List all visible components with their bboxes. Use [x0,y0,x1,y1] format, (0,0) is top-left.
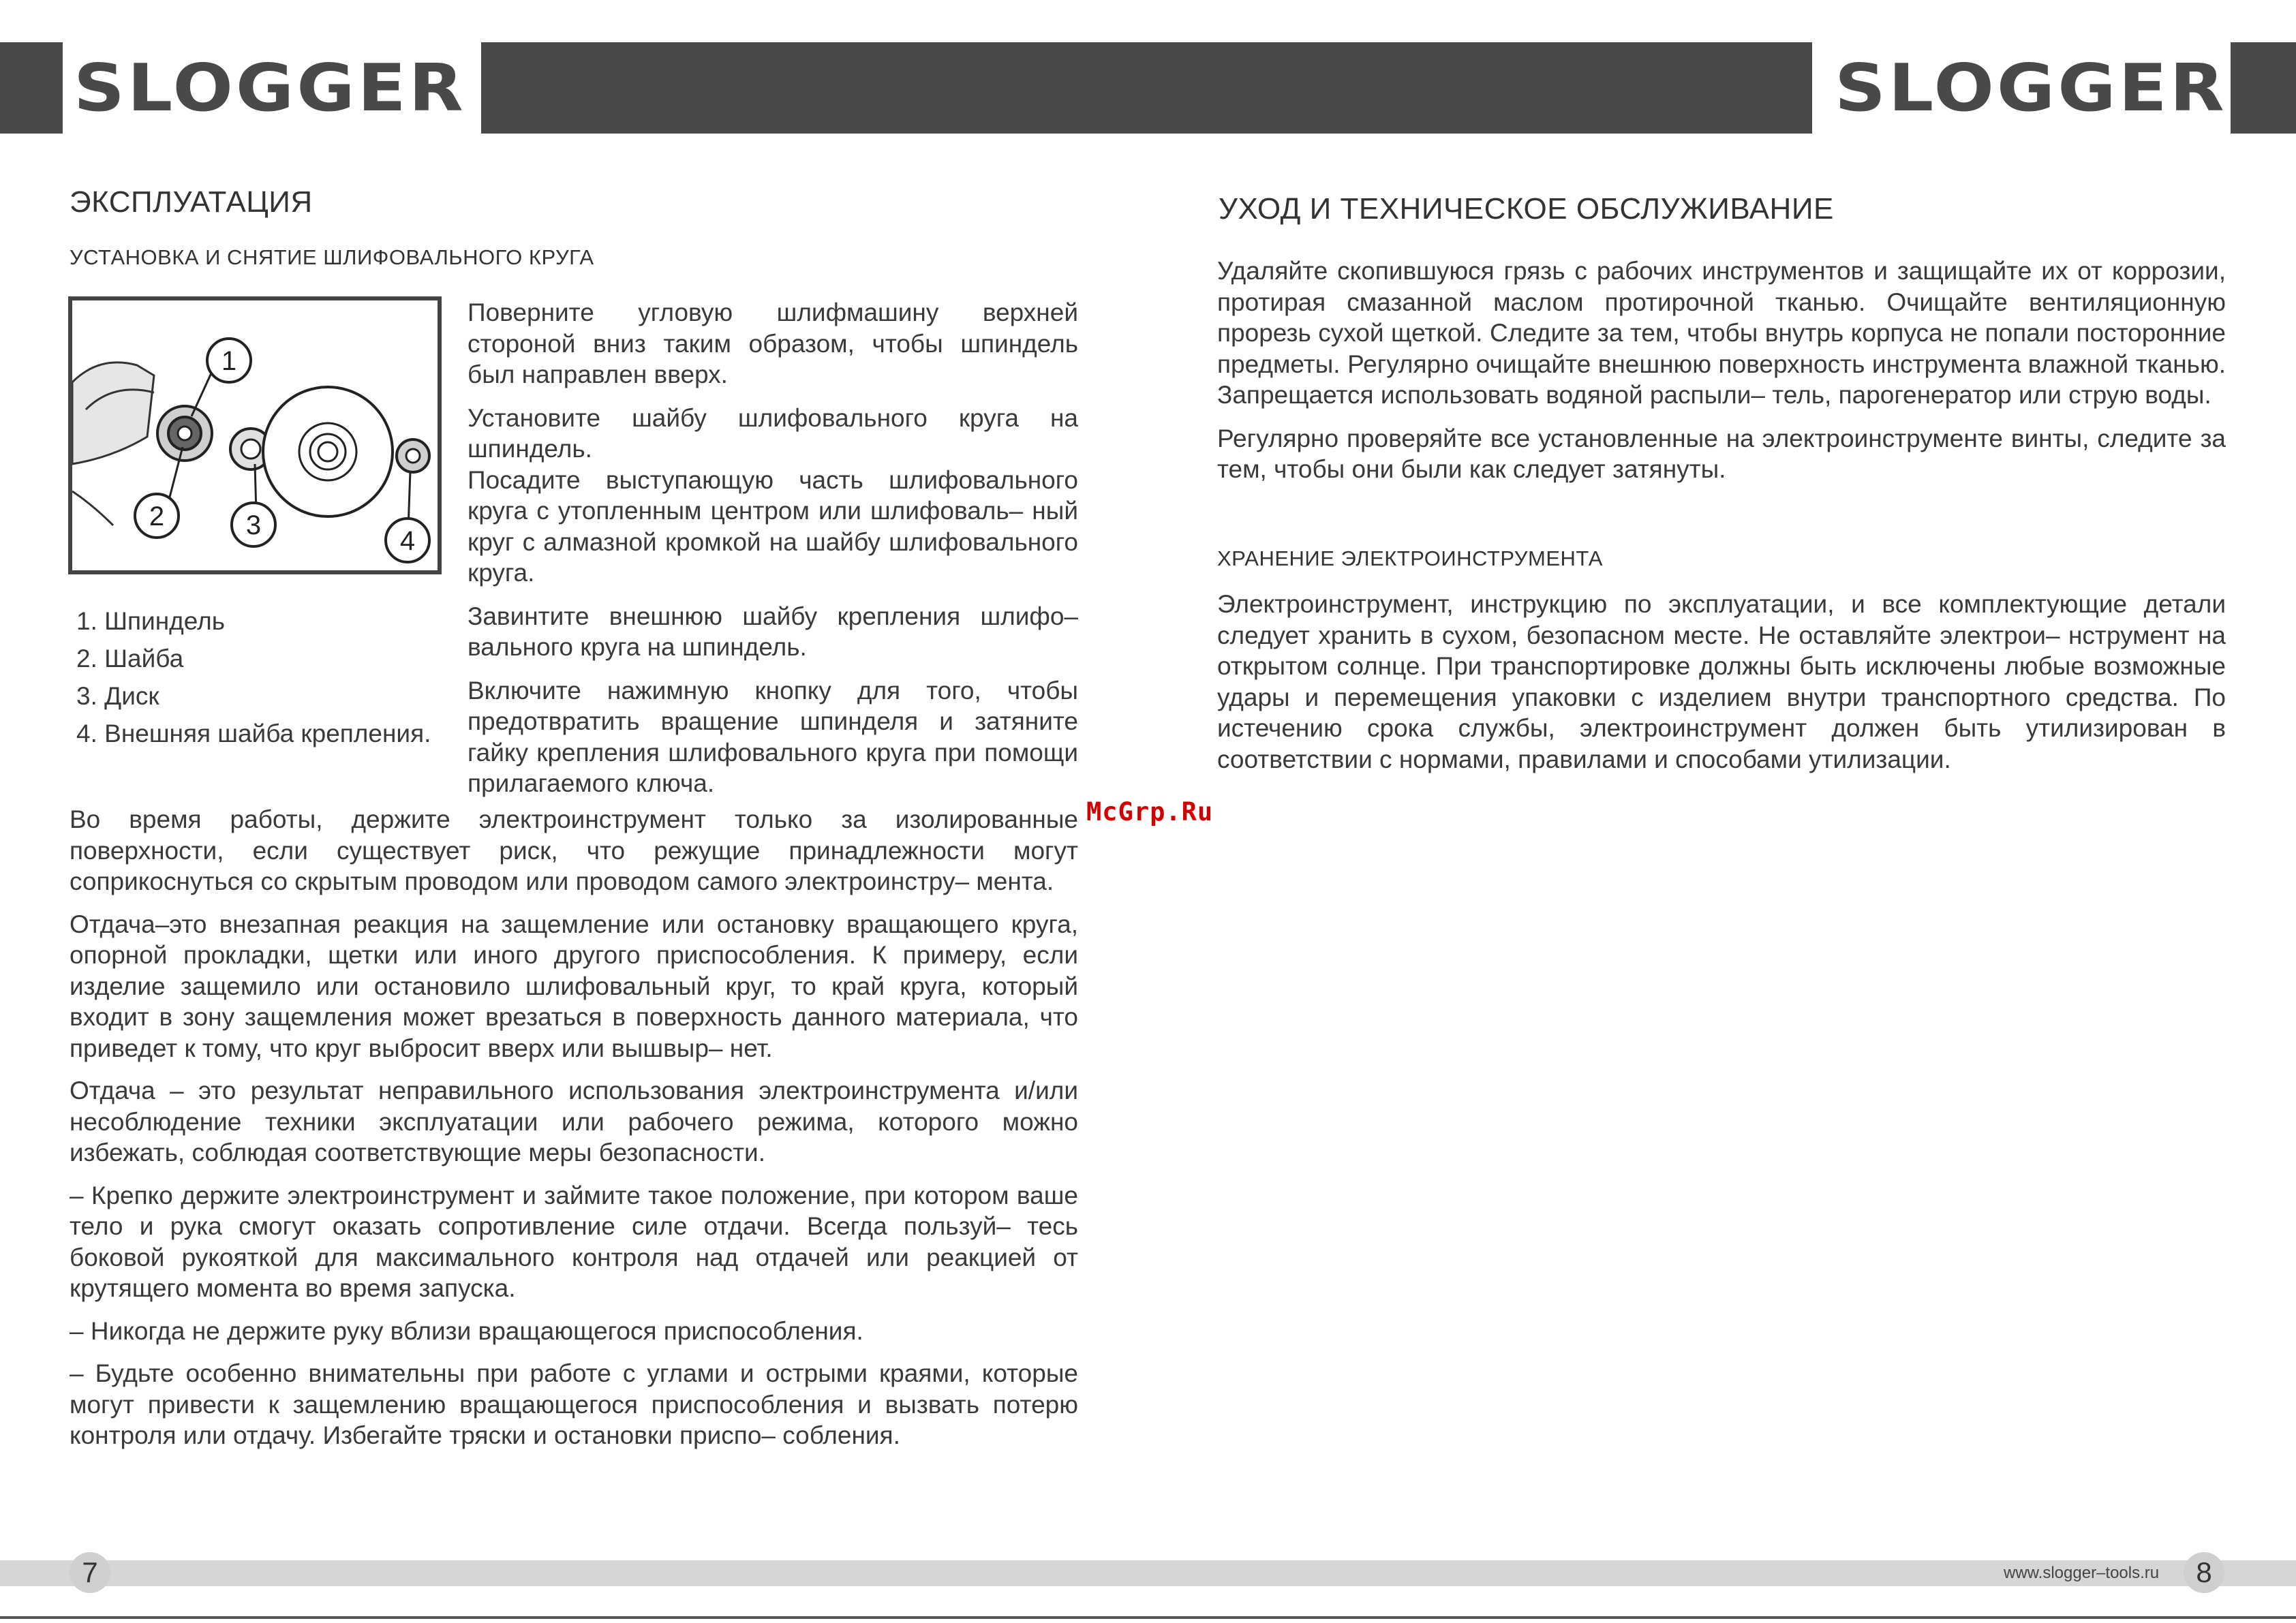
section-title-operation: ЭКСПЛУАТАЦИЯ [70,185,313,219]
brand-logo-left: SLOGGER [74,49,466,127]
paragraph-hold-firmly: – Крепко держите электроинструмент и займите такое положение, при котором ваше тело и рука смогут оказать сопротивление силе отдачи. Всегда пользуй– тесь боковой рукояткой для максимального контроля над отдачей или реакцией от крутящего момента во время запуска. [70,1181,1078,1302]
paragraph-insulated-surfaces: Во время работы, держите электроинструмент только за изолированные поверхности, если существует риск, что режущие принадлежности могут соприкоснуться со скрытым проводом или проводом самого электроинстру– мента. [70,805,1078,895]
outer-flange-shape [397,439,429,472]
header-bar-middle [481,42,1812,134]
footer-bar [0,1560,2296,1586]
paragraph-kickback-definition: Отдача–это внезапная реакция на защемление или остановку вращающего круга, опорной прокладки, щетки или иного другого приспособления. К примеру, если изделие защемило или остановило шлифовальный круг, то край круга, который входит в зону защемления может врезаться в поверхность данного материала, что приведет к тому, что круг выбросит вверх или вышвыр– нет. [70,910,1078,1062]
install-step-1: Поверните угловую шлифмашину верхней стороной вниз таким образом, чтобы шпиндель был направлен вверх. [468,298,1078,388]
grinder-diagram [72,300,438,570]
callout-4: 4 [399,526,416,556]
paragraph-kickback-cause: Отдача – это результат неправильного использования электроинструмента и/или несоблюдение техники эксплуатации или рабочего режима, которого можно избежать, соблюдая соответствующие меры безопасности. [70,1077,1078,1166]
page-number-right: 8 [2184,1552,2224,1593]
spindle-shape [157,406,212,461]
subsection-title-wheel-install: УСТАНОВКА И СНЯТИЕ ШЛИФОВАЛЬНОГО КРУГА [70,245,594,269]
storage-text [1217,589,2226,787]
brand-logo-right: SLOGGER [1835,49,2227,127]
subsection-title-storage: ХРАНЕНИЕ ЭЛЕКТРОИНСТРУМЕНТА [1217,546,1603,570]
footer-line [0,1616,2296,1619]
figure-legend [76,602,431,752]
paragraph-hand-away: – Никогда не держите руку вблизи вращающегося приспособления. [70,1316,863,1345]
paragraph-storage: Электроинструмент, инструкцию по эксплуатации, и все комплектующие детали следует хранить в сухом, безопасном месте. Не оставляйте электрои– нструмент на открытом солнце. При транспортировке должны быть исключены любые возможные удары и перемещения упаковки с изделием внутри транспортного средства. По истечению срока службы, электроинструмент должен быть утилизирован в соответствии с нормами, правилами и способами утилизации. [1217,590,2226,773]
callout-3: 3 [245,510,262,540]
paragraph-screws: Регулярно проверяйте все установленные на электроинструменте винты, следите за тем, чтобы они были как следует затянуты. [1217,424,2226,483]
header-bar-right [2231,42,2296,134]
legend-item-washer: 2. Шайба [76,645,184,673]
website-link[interactable]: www.slogger–tools.ru [2004,1564,2160,1582]
install-step-2: Установите шайбу шлифовального круга на шпиндель. [468,403,1078,463]
install-steps [468,297,1078,812]
disc-shape [263,387,393,516]
page-number-left: 7 [70,1552,110,1593]
header-bar-left [0,42,63,134]
legend-item-outer-flange: 4. Внешняя шайба крепления. [76,720,431,747]
install-step-3: Посадите выступающую часть шлифовального круга с утопленным центром или шлифоваль– ный круг с алмазной кромкой на шайбу шлифовального круга. [468,465,1078,587]
callout-1: 1 [221,346,237,376]
legend-item-disc: 3. Диск [76,682,159,710]
legend-item-spindle: 1. Шпиндель [76,607,225,635]
paragraph-cleaning: Удаляйте скопившуюся грязь с рабочих инструментов и защищайте их от коррозии, протирая смазанной маслом протирочной тканью. Очищайте вентиляционную прорезь сухой щеткой. Следите за тем, чтобы внутрь корпуса не попали посторонние предметы. Регулярно очищайте внешнюю поверхность инструмента влажной тканью. Запрещается использовать водяной распыли– тель, парогенератор или струю воды. [1217,257,2226,409]
section-title-maintenance: УХОД И ТЕХНИЧЕСКОЕ ОБСЛУЖИВАНИЕ [1219,192,1834,226]
grinder-assembly-figure [68,296,442,574]
callout-2: 2 [149,501,165,531]
install-step-4: Завинтите внешнюю шайбу крепления шлифо– вального круга на шпиндель. [468,602,1078,661]
paragraph-corners-edges: – Будьте особенно внимательны при работе с углами и острыми краями, которые могут привести к защемлению вращающегося приспособления и вызвать потерю контроля или отдачу. Избегайте тряски и остановки приспо– собления. [70,1359,1078,1449]
maintenance-text [1217,256,2226,497]
watermark: McGrp.Ru [1086,797,1214,826]
kickback-section [70,804,1078,1463]
install-step-5: Включите нажимную кнопку для того, чтобы предотвратить вращение шпинделя и затяните гайку крепления шлифовального круга при помощи прилагаемого ключа. [468,676,1078,797]
